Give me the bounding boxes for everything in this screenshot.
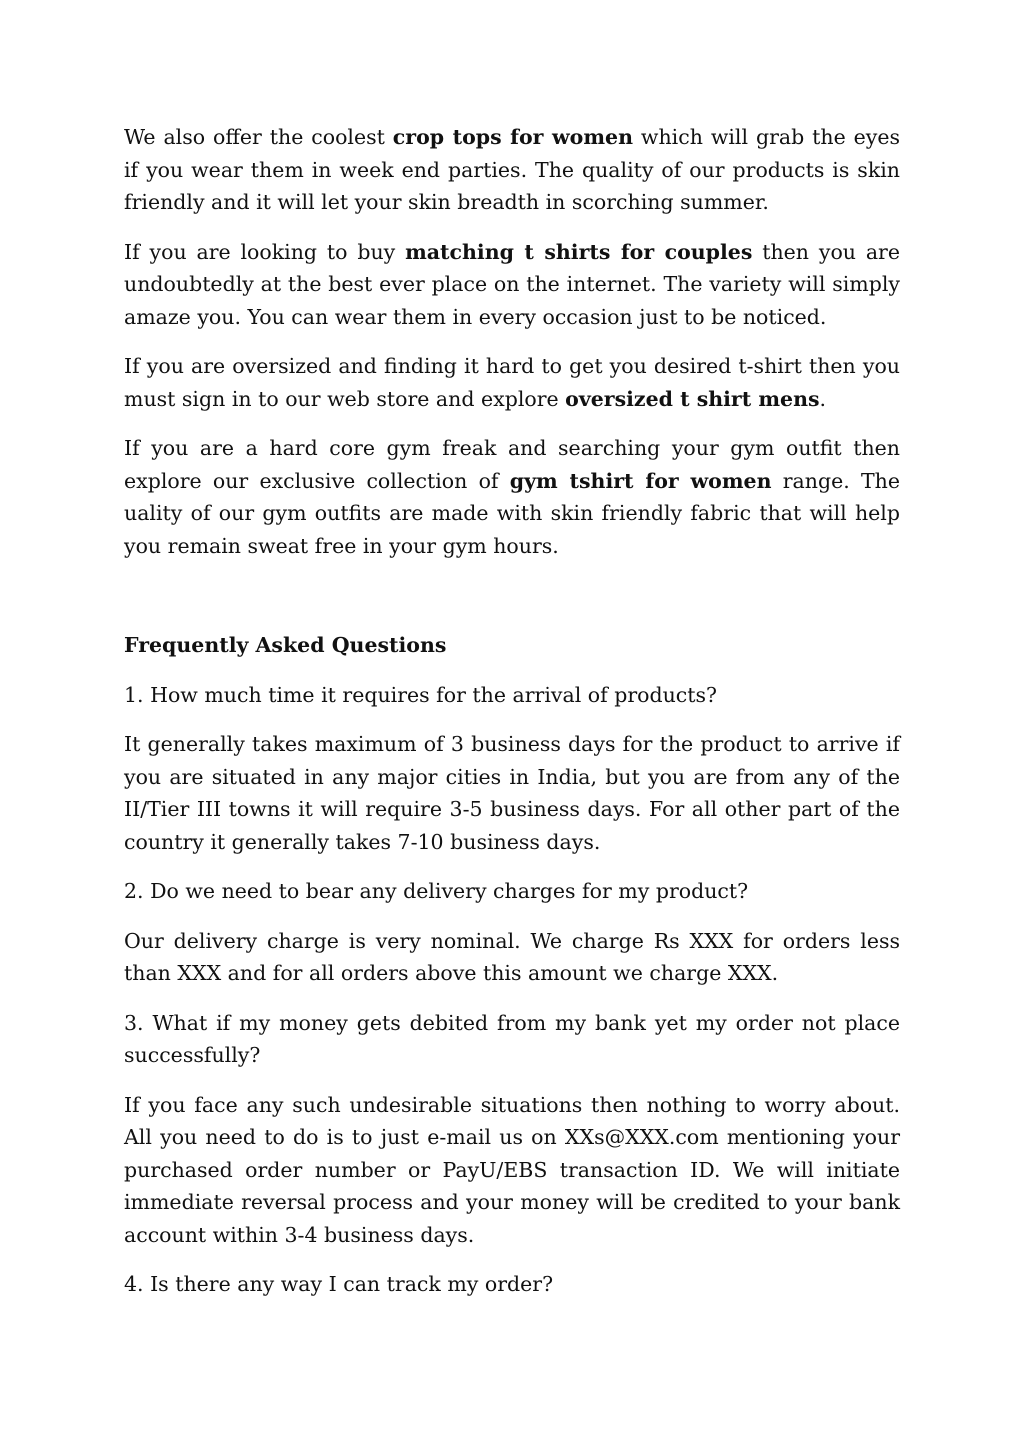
keyword-couples: matching t shirts for couples [405,239,753,264]
text-span: If you are oversized and finding it hard to get you desired t-shirt then you must sign in to our web store and explore [124,354,900,411]
faq-answer-2: Our delivery charge is very nominal. We charge Rs XXX for orders less than XXX and for all orders above this amount we charge XXX. [124,928,900,985]
faq-question-2: 2. Do we need to bear any delivery charges for my product? [124,879,749,903]
faq-heading: Frequently Asked Questions [124,633,447,657]
keyword-oversized: oversized t shirt mens [565,386,820,411]
intro-paragraph-gym [124,432,900,562]
faq-question-1: 1. How much time it requires for the arrival of products? [124,682,718,707]
keyword-gym: gym tshirt for women [509,468,772,493]
text-span: range. The uality of our gym outfits are made with skin friendly fabric that will help you remain sweat free in your gym hours. [124,468,900,558]
text-span: We also offer the coolest [124,125,393,149]
text-span: . [819,386,827,411]
intro-paragraph-couples [124,236,900,334]
faq-answer-3: If you face any such undesirable situations then nothing to worry about. All you need to do is to just e-mail us on XXs@XXX.com mentioning your purchased order number or PayU/EBS transaction ID. We will initiate immediate reversal process and your money will be credited to your bank account within 3-4 business days. [124,1092,900,1247]
text-span: If you are looking to buy [124,239,406,264]
faq-question-3: 3. What if my money gets debited from my bank yet my order not place successfully? [124,1010,900,1067]
intro-paragraph-crop-tops [124,121,900,219]
text-span: If you are a hard core gym freak and searching your gym outfit then explore our exclusive collection of [124,436,900,493]
faq-question-4: 4. Is there any way I can track my order? [124,1272,554,1296]
keyword-crop-tops: crop tops for women [392,125,633,149]
faq-answer-1: It generally takes maximum of 3 business days for the product to arrive if you are situated in any major cities in India, but you are from any of the II/Tier III towns it will require 3-5 business days. For all other part of the country it generally takes 7-10 business days. [124,732,900,854]
section-spacer [124,579,900,629]
intro-paragraph-oversized [124,350,900,415]
document-page [124,121,900,1318]
text-span: then you are undoubtedly at the best ever place on the internet. The variety will simply amaze you. You can wear them in every occasion just to be noticed. [124,239,900,329]
text-span: which will grab the eyes if you wear them in week end parties. The quality of our products is skin friendly and it will let your skin breadth in scorching summer. [124,125,900,214]
